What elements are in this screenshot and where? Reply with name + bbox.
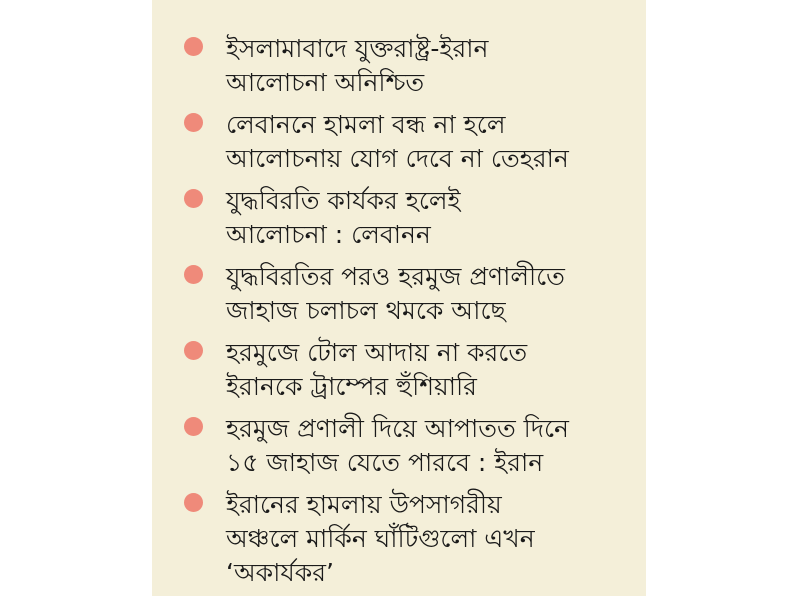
list-item	[182, 184, 626, 252]
news-highlights-panel	[152, 0, 646, 596]
bullet-icon	[184, 265, 203, 284]
list-item-line: আলোচনা : লেবানন	[226, 220, 431, 249]
highlights-list	[182, 32, 626, 590]
list-item-line: যুদ্ধবিরতির পরও হরমুজ প্রণালীতে	[226, 262, 565, 291]
list-item-line: লেবাননে হামলা বন্ধ না হলে	[226, 110, 506, 139]
list-item-line: ‘অকার্যকর’	[226, 558, 334, 587]
list-item-line: অঞ্চলে মার্কিন ঘাঁটিগুলো এখন	[226, 524, 535, 553]
list-item	[182, 412, 626, 480]
bullet-icon	[184, 493, 203, 512]
bullet-icon	[184, 341, 203, 360]
list-item-line: আলোচনায় যোগ দেবে না তেহরান	[226, 144, 569, 173]
list-item-line: ইরানকে ট্রাম্পের হুঁশিয়ারি	[226, 372, 477, 401]
list-item-line: জাহাজ চলাচল থমকে আছে	[226, 296, 506, 325]
list-item-line: আলোচনা অনিশ্চিত	[226, 68, 425, 97]
list-item-line: হরমুজে টোল আদায় না করতে	[226, 338, 528, 367]
list-item-line: যুদ্ধবিরতি কার্যকর হলেই	[226, 186, 461, 215]
list-item	[182, 488, 626, 590]
list-item-line: ইরানের হামলায় উপসাগরীয়	[226, 490, 502, 519]
bullet-icon	[184, 189, 203, 208]
list-item	[182, 336, 626, 404]
bullet-icon	[184, 417, 203, 436]
list-item	[182, 32, 626, 100]
bullet-icon	[184, 37, 203, 56]
bullet-icon	[184, 113, 203, 132]
list-item	[182, 260, 626, 328]
list-item-line: ১৫ জাহাজ যেতে পারবে : ইরান	[226, 448, 544, 477]
list-item-line: হরমুজ প্রণালী দিয়ে আপাতত দিনে	[226, 414, 569, 443]
list-item-line: ইসলামাবাদে যুক্তরাষ্ট্র-ইরান	[226, 34, 489, 63]
list-item	[182, 108, 626, 176]
